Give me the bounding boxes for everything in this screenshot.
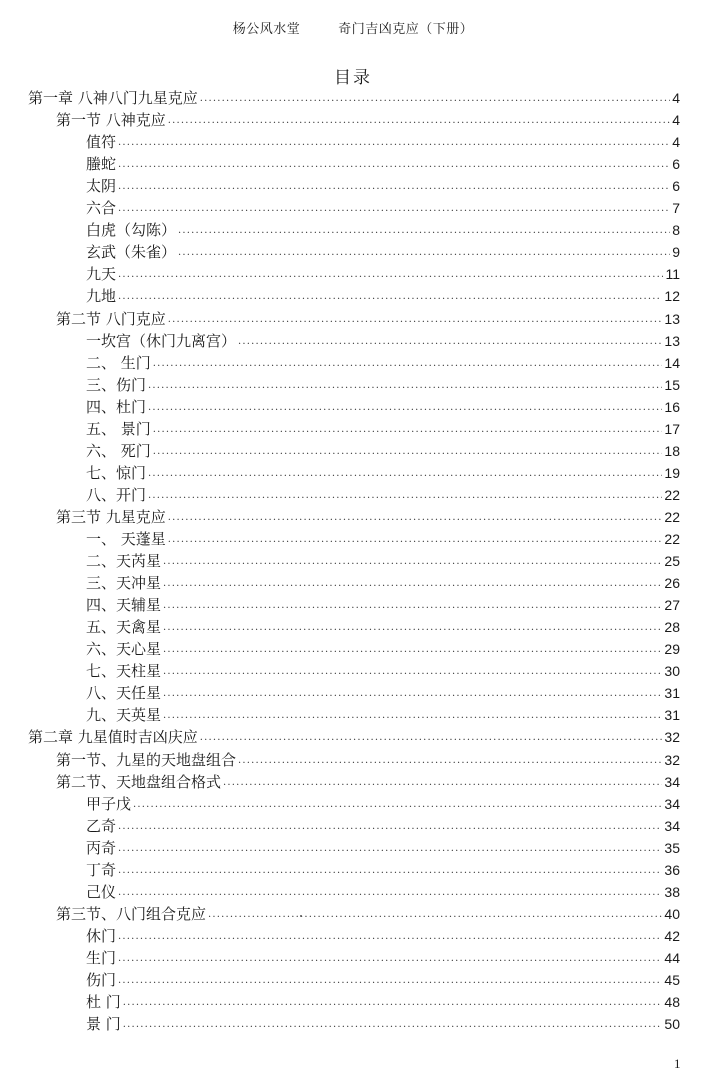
toc-entry[interactable]	[28, 87, 680, 109]
toc-entry-page: 34	[664, 773, 680, 790]
toc-entry-label: 八、开门	[86, 485, 147, 504]
toc-entry-page: 9	[672, 244, 680, 261]
toc-entry-label: 乙奇	[86, 816, 117, 835]
toc-entry-label: 四、天辅星	[86, 596, 162, 615]
dot-leader	[118, 270, 663, 280]
toc-entry-page: 40	[664, 905, 680, 922]
toc-entry-page: 50	[664, 1016, 680, 1033]
dot-leader	[208, 910, 662, 920]
toc-entry[interactable]	[86, 682, 680, 704]
toc-entry-label: 九、天英星	[86, 706, 162, 725]
dot-leader	[163, 711, 662, 721]
header-left: 杨公风水堂	[232, 22, 301, 37]
scan-speck	[300, 915, 302, 917]
toc-entry-page: 25	[664, 553, 680, 570]
toc-entry[interactable]	[86, 881, 680, 903]
dot-leader	[168, 116, 670, 126]
toc-entry-label: 三、伤门	[86, 375, 147, 394]
dot-leader	[153, 425, 663, 435]
toc-entry-page: 32	[664, 751, 680, 768]
toc-entry-label: 九地	[86, 287, 117, 306]
dot-leader	[118, 822, 662, 832]
dot-leader	[153, 359, 663, 369]
dot-leader	[163, 667, 662, 677]
toc-entry-label: 伤门	[86, 971, 117, 989]
dot-leader	[133, 800, 662, 810]
toc-entry-label: 杜 门	[86, 993, 121, 1012]
toc-entry[interactable]	[86, 638, 680, 660]
dot-leader	[148, 469, 662, 479]
toc-entry-page: 22	[664, 531, 680, 547]
toc-entry-label: 第二节、天地盘组合格式	[56, 772, 222, 791]
toc-entry[interactable]	[86, 1013, 680, 1035]
toc-entry[interactable]	[86, 859, 680, 881]
toc-entry[interactable]	[86, 572, 680, 594]
toc-entry-page: 4	[672, 112, 680, 129]
toc-entry-label: 一、 天蓬星	[86, 530, 166, 548]
toc-entry[interactable]	[86, 815, 680, 837]
toc-entry-page: 6	[672, 156, 680, 173]
toc-entry-label: 第三节、八门组合克应	[56, 904, 207, 923]
toc-entry[interactable]	[86, 418, 680, 440]
toc-entry-page: 35	[664, 839, 680, 856]
dot-leader	[118, 204, 670, 214]
toc-entry[interactable]	[86, 704, 680, 726]
header-right: 奇门吉凶克应（下册）	[338, 22, 474, 37]
toc-entry-page: 26	[664, 575, 680, 592]
toc-entry-label: 己仪	[86, 882, 117, 901]
dot-leader	[168, 535, 663, 545]
toc-entry-label: 一坎宫（休门九离宫）	[86, 331, 237, 350]
dot-leader	[223, 778, 662, 788]
toc-entry[interactable]	[86, 219, 680, 241]
toc-entry-page: 4	[672, 90, 680, 106]
toc-entry-page: 6	[672, 178, 680, 195]
dot-leader	[238, 337, 662, 347]
toc-entry[interactable]	[86, 263, 680, 285]
page-number: 1	[674, 1056, 681, 1071]
dot-leader	[238, 756, 662, 766]
toc-entry-page: 16	[664, 398, 680, 415]
toc-entry-page: 29	[664, 641, 680, 658]
toc-entry[interactable]	[86, 462, 680, 484]
toc-entry[interactable]	[86, 528, 680, 550]
toc-entry[interactable]	[86, 440, 680, 462]
toc-entry-label: 六、天心星	[86, 640, 162, 659]
toc-entry-label: 玄武（朱雀）	[86, 243, 177, 262]
toc-entry-page: 28	[664, 619, 680, 636]
dot-leader	[118, 160, 670, 170]
dot-leader	[178, 226, 670, 236]
toc-entry-label: 二、 生门	[86, 353, 151, 372]
dot-leader	[118, 976, 662, 986]
toc-entry-page: 12	[664, 288, 680, 305]
toc-entry-page: 7	[672, 200, 680, 217]
toc-entry[interactable]	[86, 330, 680, 352]
toc-entry-page: 27	[664, 597, 680, 614]
dot-leader	[153, 447, 663, 457]
toc-entry[interactable]	[86, 352, 680, 374]
dot-leader	[123, 1020, 663, 1030]
dot-leader	[178, 248, 670, 258]
toc-entry[interactable]	[86, 550, 680, 572]
toc-entry[interactable]	[86, 925, 680, 947]
toc-entry-label: 第一节、九星的天地盘组合	[56, 750, 237, 769]
toc-entry-page: 22	[664, 508, 680, 525]
toc-entry-page: 32	[664, 729, 680, 746]
toc-entry-label: 螣蛇	[86, 155, 117, 174]
toc-entry-label: 第三节 九星克应	[56, 507, 166, 526]
toc-entry[interactable]	[86, 991, 680, 1013]
toc-entry-page: 8	[672, 222, 680, 239]
toc-entry-page: 42	[664, 927, 680, 944]
toc-entry-page: 22	[664, 486, 680, 503]
dot-leader	[118, 292, 662, 302]
toc-entry[interactable]	[86, 285, 680, 307]
dot-leader	[163, 579, 662, 589]
dot-leader	[118, 866, 662, 876]
toc-entry-label: 三、天冲星	[86, 574, 162, 593]
toc-entry-label: 生门	[86, 948, 117, 967]
dot-leader	[118, 182, 670, 192]
toc-entry-label: 第二节 八门克应	[56, 309, 166, 328]
toc-entry-label: 丁奇	[86, 860, 117, 879]
toc-entry[interactable]	[86, 131, 680, 153]
toc-entry[interactable]	[86, 660, 680, 682]
toc-entry-label: 第二章 九星值时吉凶庆应	[28, 728, 198, 747]
toc-entry-label: 太阴	[86, 177, 117, 196]
toc-entry-label: 八、天任星	[86, 684, 162, 703]
toc-entry[interactable]	[86, 374, 680, 396]
toc-entry-label: 休门	[86, 926, 117, 945]
toc-entry-page: 17	[664, 420, 680, 437]
toc-entry-label: 四、杜门	[86, 397, 147, 416]
dot-leader	[118, 844, 662, 854]
toc-entry[interactable]	[28, 726, 680, 748]
toc-entry-page: 36	[664, 861, 680, 878]
toc-entry-label: 六、 死门	[86, 441, 151, 460]
toc-entry-page: 38	[664, 883, 680, 900]
toc-entry-label: 丙奇	[86, 838, 117, 857]
toc-entry-page: 31	[664, 707, 680, 724]
dot-leader	[168, 315, 663, 325]
toc-entry[interactable]	[86, 153, 680, 175]
toc-entry[interactable]	[86, 969, 680, 991]
dot-leader	[118, 954, 662, 964]
toc-entry-page: 48	[664, 994, 680, 1011]
dot-leader	[163, 601, 662, 611]
toc-entry-page: 19	[664, 464, 680, 481]
toc-entry-label: 第一章 八神八门九星克应	[28, 89, 198, 107]
toc-entry[interactable]	[86, 197, 680, 219]
toc-entry[interactable]	[56, 109, 680, 131]
toc-entry[interactable]	[56, 506, 680, 528]
toc-entry-page: 44	[664, 949, 680, 966]
toc-entry[interactable]	[56, 903, 680, 925]
dot-leader	[148, 403, 662, 413]
toc-title: 目录	[334, 68, 372, 88]
toc-entry[interactable]	[56, 771, 680, 793]
toc-entry-page: 4	[672, 134, 680, 151]
toc-entry-label: 七、惊门	[86, 463, 147, 482]
toc-entry-page: 45	[664, 972, 680, 988]
toc-entry[interactable]	[86, 947, 680, 969]
toc-entry[interactable]	[86, 793, 680, 815]
toc-entry-page: 11	[665, 266, 680, 283]
toc-entry-label: 七、天柱星	[86, 662, 162, 681]
dot-leader	[168, 513, 663, 523]
dot-leader	[163, 689, 662, 699]
toc-entry-label: 第一节 八神克应	[56, 111, 166, 130]
dot-leader	[163, 645, 662, 655]
dot-leader	[123, 998, 663, 1008]
toc-entry-label: 九天	[86, 265, 117, 284]
toc-entry-label: 甲子戊	[86, 794, 132, 813]
toc-entry-page: 15	[664, 376, 680, 393]
toc-entry[interactable]	[86, 616, 680, 638]
toc-entry-page: 31	[664, 685, 680, 702]
toc-entry[interactable]	[86, 594, 680, 616]
toc-entry-page: 30	[664, 663, 680, 680]
dot-leader	[118, 888, 662, 898]
dot-leader	[118, 138, 670, 148]
toc-entry[interactable]	[56, 749, 680, 771]
dot-leader	[200, 733, 663, 743]
dot-leader	[118, 932, 662, 942]
toc-entry-label: 白虎（勾陈）	[86, 221, 177, 240]
toc-entry[interactable]	[86, 241, 680, 263]
toc-entry[interactable]	[86, 484, 680, 506]
toc-entry-page: 13	[664, 332, 680, 349]
toc-entry-page: 13	[664, 310, 680, 327]
dot-leader	[148, 491, 662, 501]
toc-entry-page: 14	[664, 354, 680, 371]
running-header	[0, 18, 706, 37]
toc-entry-page: 34	[664, 795, 680, 812]
dot-leader	[163, 623, 662, 633]
toc-entry[interactable]	[86, 175, 680, 197]
toc-entry-label: 五、 景门	[86, 419, 151, 438]
toc-entry[interactable]	[56, 308, 680, 330]
toc-entry-label: 五、天禽星	[86, 618, 162, 637]
toc-entry-page: 18	[664, 442, 680, 459]
toc-entry[interactable]	[86, 396, 680, 418]
toc-entry-page: 34	[664, 817, 680, 834]
dot-leader	[148, 381, 662, 391]
toc-entry[interactable]	[86, 837, 680, 859]
toc-entry-label: 景 门	[86, 1015, 121, 1034]
dot-leader	[163, 557, 662, 567]
toc-entry-label: 二、天芮星	[86, 552, 162, 571]
toc-entry-label: 六合	[86, 199, 117, 218]
dot-leader	[200, 94, 670, 104]
toc-entry-label: 值符	[86, 133, 117, 152]
